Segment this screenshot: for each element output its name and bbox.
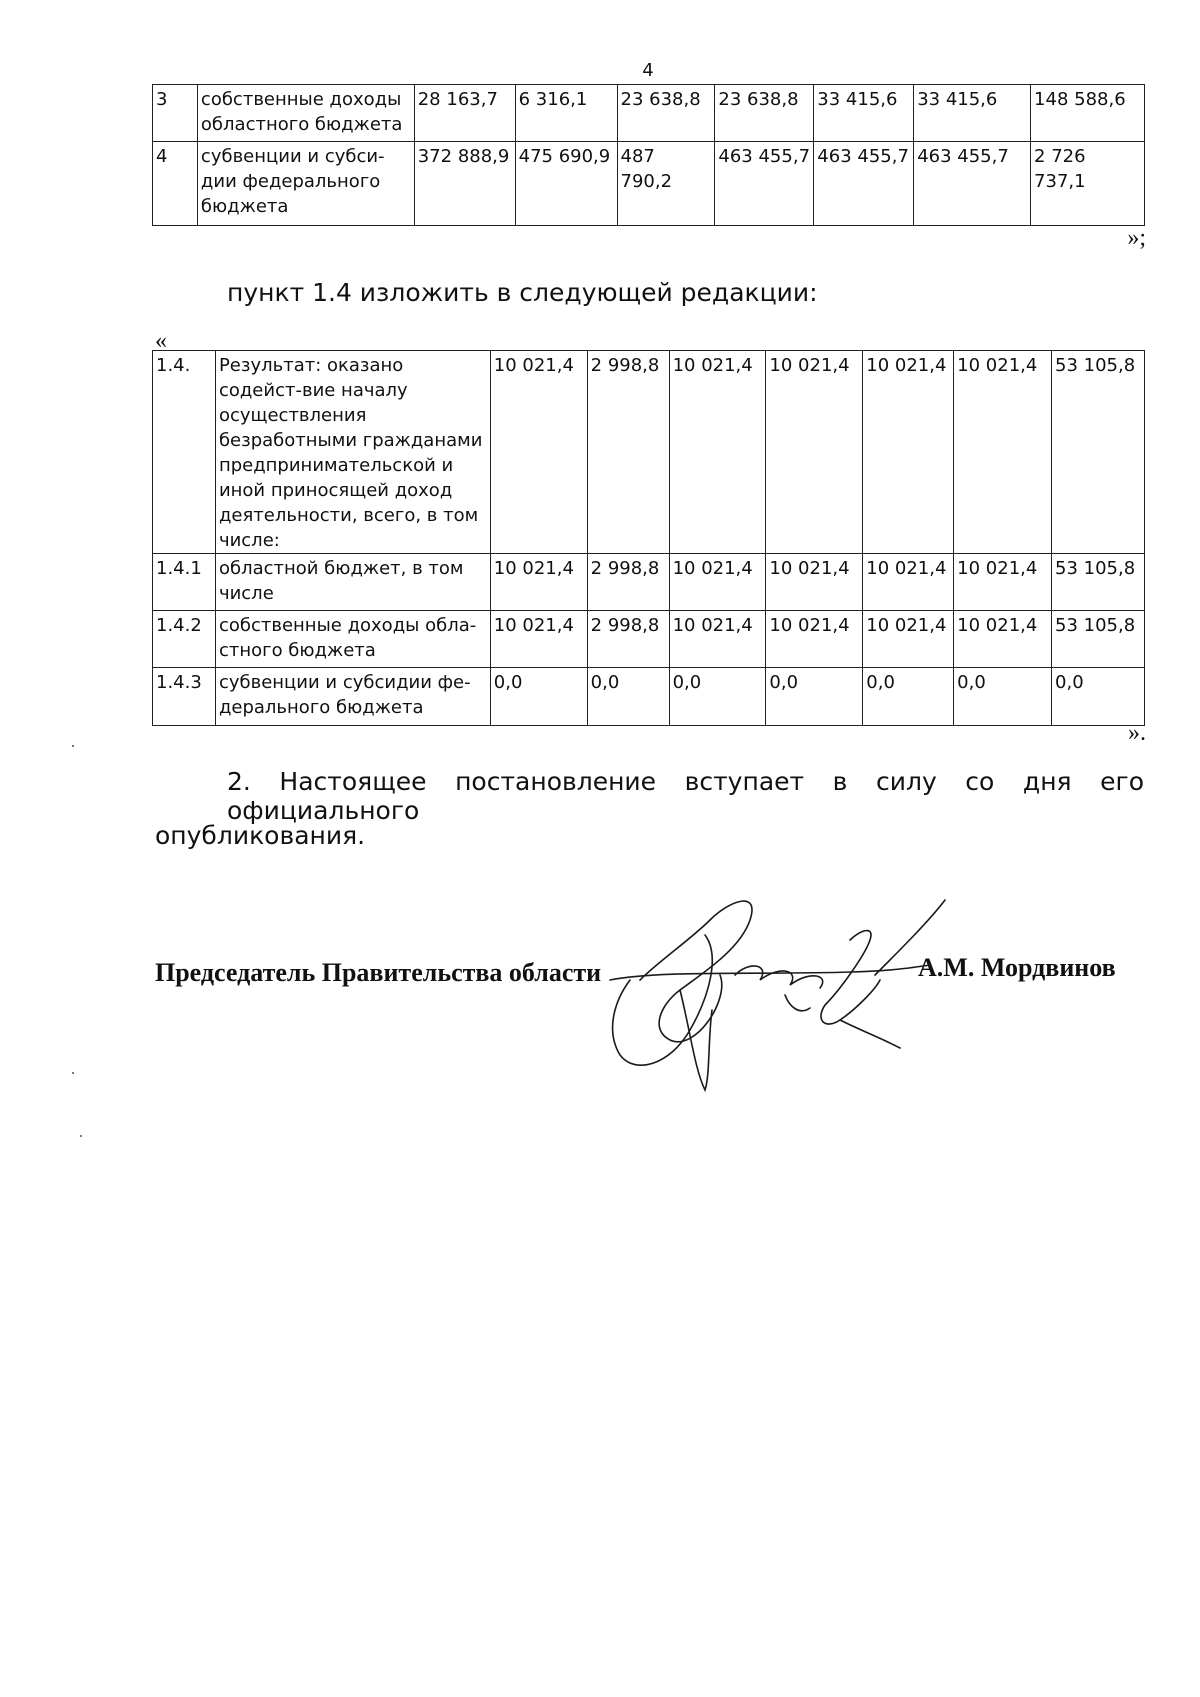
value-cell: 148 588,6 (1031, 85, 1145, 142)
value-cell: 0,0 (669, 668, 766, 726)
value-cell: 6 316,1 (515, 85, 617, 142)
amendment-intro: пункт 1.4 изложить в следующей редакции: (227, 278, 818, 307)
opening-quote: « (155, 328, 167, 354)
value-cell: 10 021,4 (669, 554, 766, 611)
table-row (153, 611, 1145, 668)
table-row (153, 85, 1145, 142)
row-label: субвенции и субси-дии федерального бюджета (197, 142, 414, 226)
value-cell: 28 163,7 (414, 85, 515, 142)
row-label: Результат: оказано содейст-вие началу осуществления безработными гражданами предпринимательской и иной приносящей доход деятельности, всего, в том числе: (215, 351, 490, 554)
row-label: субвенции и субсидии фе-дерального бюджета (215, 668, 490, 726)
value-cell: 10 021,4 (669, 611, 766, 668)
closing-quote: »; (1127, 225, 1146, 251)
paragraph-2-line-2: опубликования. (155, 821, 366, 850)
row-number: 1.4.2 (153, 611, 216, 668)
table-row (153, 351, 1145, 554)
row-number: 3 (153, 85, 198, 142)
value-cell: 53 105,8 (1052, 611, 1145, 668)
scan-speck (80, 1135, 82, 1137)
scan-speck (72, 745, 74, 747)
value-cell: 0,0 (863, 668, 954, 726)
value-cell: 10 021,4 (954, 554, 1052, 611)
value-cell: 475 690,9 (515, 142, 617, 226)
value-cell: 10 021,4 (954, 611, 1052, 668)
value-cell: 10 021,4 (490, 611, 587, 668)
item-1-4-table (152, 350, 1145, 726)
value-cell: 10 021,4 (766, 351, 863, 554)
table-row (153, 142, 1145, 226)
handwritten-signature (600, 880, 960, 1100)
paragraph-2-line-1: 2. Настоящее постановление вступает в силу со дня его официального (227, 767, 1144, 825)
value-cell: 2 998,8 (587, 554, 669, 611)
row-label: собственные доходы обла-стного бюджета (215, 611, 490, 668)
row-number: 1.4. (153, 351, 216, 554)
value-cell: 372 888,9 (414, 142, 515, 226)
value-cell: 487 790,2 (617, 142, 715, 226)
value-cell: 2 726 737,1 (1031, 142, 1145, 226)
budget-table-continuation (152, 84, 1145, 226)
value-cell: 10 021,4 (863, 554, 954, 611)
row-number: 4 (153, 142, 198, 226)
value-cell: 10 021,4 (863, 351, 954, 554)
value-cell: 2 998,8 (587, 611, 669, 668)
signatory-position: Председатель Правительства области (155, 958, 602, 987)
value-cell: 10 021,4 (954, 351, 1052, 554)
signatory-name: А.М. Мордвинов (918, 953, 1116, 982)
value-cell: 23 638,8 (715, 85, 814, 142)
page-number: 4 (642, 60, 654, 81)
row-label: собственные доходы областного бюджета (197, 85, 414, 142)
row-label: областной бюджет, в том числе (215, 554, 490, 611)
value-cell: 0,0 (587, 668, 669, 726)
value-cell: 53 105,8 (1052, 554, 1145, 611)
value-cell: 463 455,7 (914, 142, 1031, 226)
value-cell: 0,0 (1052, 668, 1145, 726)
table-row (153, 668, 1145, 726)
value-cell: 2 998,8 (587, 351, 669, 554)
value-cell: 463 455,7 (814, 142, 914, 226)
value-cell: 0,0 (766, 668, 863, 726)
closing-quote: ». (1128, 720, 1146, 746)
row-number: 1.4.3 (153, 668, 216, 726)
value-cell: 10 021,4 (490, 351, 587, 554)
value-cell: 53 105,8 (1052, 351, 1145, 554)
value-cell: 10 021,4 (766, 611, 863, 668)
value-cell: 463 455,7 (715, 142, 814, 226)
value-cell: 0,0 (490, 668, 587, 726)
value-cell: 23 638,8 (617, 85, 715, 142)
value-cell: 33 415,6 (914, 85, 1031, 142)
scan-speck (72, 1072, 74, 1074)
value-cell: 10 021,4 (669, 351, 766, 554)
row-number: 1.4.1 (153, 554, 216, 611)
value-cell: 10 021,4 (766, 554, 863, 611)
table-row (153, 554, 1145, 611)
value-cell: 33 415,6 (814, 85, 914, 142)
value-cell: 10 021,4 (863, 611, 954, 668)
value-cell: 10 021,4 (490, 554, 587, 611)
value-cell: 0,0 (954, 668, 1052, 726)
